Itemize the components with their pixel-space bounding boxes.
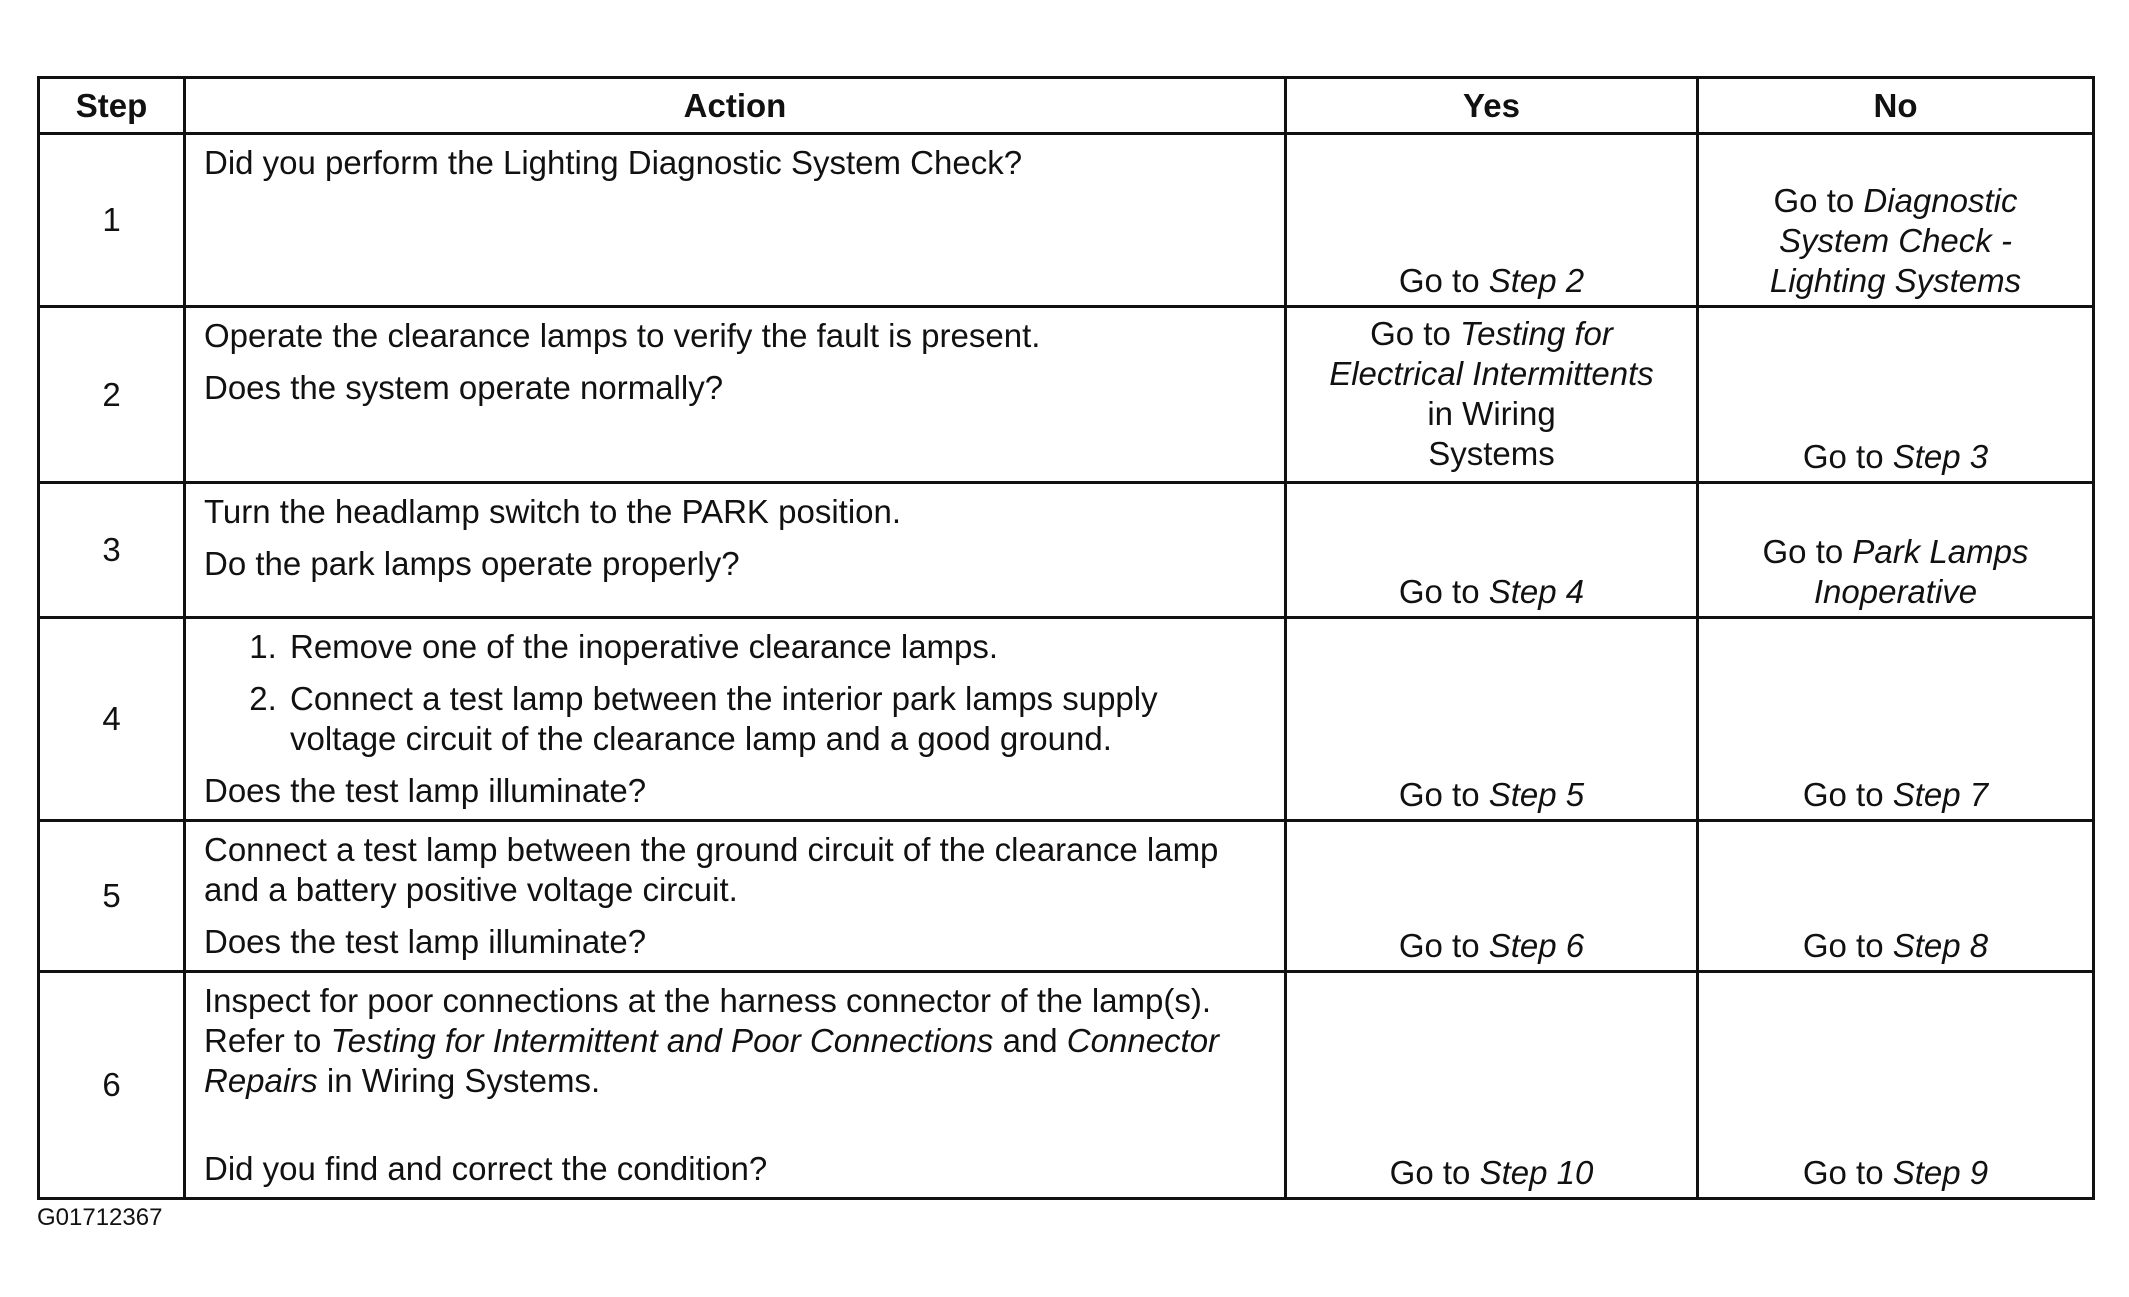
goto-prefix: Go to bbox=[1398, 573, 1480, 610]
goto-prefix: Go to bbox=[1802, 776, 1884, 813]
action-cell bbox=[185, 307, 1286, 483]
step-number: 6 bbox=[39, 972, 185, 1199]
goto-link-step-7[interactable]: Step 7 bbox=[1892, 776, 1989, 813]
action-text: and bbox=[1002, 1022, 1058, 1059]
step-number: 4 bbox=[39, 618, 185, 821]
action-cell bbox=[185, 618, 1286, 821]
no-cell bbox=[1698, 618, 2094, 821]
action-instruction bbox=[204, 981, 1266, 1101]
list-item: 1. Remove one of the inoperative clearance lamps. bbox=[286, 627, 1266, 667]
action-question: Does the system operate normally? bbox=[204, 369, 724, 406]
yes-cell bbox=[1286, 972, 1698, 1199]
header-step: Step bbox=[39, 78, 185, 134]
goto-link-diagnostic-system-check-l3[interactable]: Lighting Systems bbox=[1769, 262, 2022, 299]
table-row bbox=[39, 134, 2094, 307]
action-cell bbox=[185, 972, 1286, 1199]
no-cell bbox=[1698, 972, 2094, 1199]
goto-link-step-5[interactable]: Step 5 bbox=[1488, 776, 1585, 813]
yes-cell bbox=[1286, 307, 1698, 483]
action-question: Did you perform the Lighting Diagnostic System Check? bbox=[204, 144, 1023, 181]
action-question: Did you find and correct the condition? bbox=[204, 1150, 768, 1187]
table-row bbox=[39, 821, 2094, 972]
no-cell bbox=[1698, 134, 2094, 307]
yes-cell bbox=[1286, 483, 1698, 618]
header-no: No bbox=[1698, 78, 2094, 134]
action-steps-list bbox=[204, 627, 1266, 759]
goto-link-step-2[interactable]: Step 2 bbox=[1488, 262, 1585, 299]
action-question: Do the park lamps operate properly? bbox=[204, 545, 740, 582]
yes-cell bbox=[1286, 134, 1698, 307]
goto-prefix: Go to bbox=[1762, 533, 1844, 570]
header-row bbox=[39, 78, 2094, 134]
goto-prefix: Go to bbox=[1398, 776, 1480, 813]
header-action: Action bbox=[185, 78, 1286, 134]
table-row bbox=[39, 483, 2094, 618]
yes-cell bbox=[1286, 618, 1698, 821]
goto-link-step-6[interactable]: Step 6 bbox=[1488, 927, 1585, 964]
goto-prefix: Go to bbox=[1802, 1154, 1884, 1191]
no-cell bbox=[1698, 483, 2094, 618]
goto-link-park-lamps-inoperative-l2[interactable]: Inoperative bbox=[1813, 573, 1978, 610]
step-number: 1 bbox=[39, 134, 185, 307]
goto-link-diagnostic-system-check[interactable]: Diagnostic bbox=[1863, 182, 2018, 219]
action-cell bbox=[185, 134, 1286, 307]
list-item: 2. Connect a test lamp between the interior park lamps supply voltage circuit of the clearance lamp and a good ground. bbox=[286, 679, 1266, 759]
diagnostic-table bbox=[37, 76, 2095, 1200]
action-instruction: Turn the headlamp switch to the PARK position. bbox=[204, 493, 902, 530]
goto-prefix: Go to bbox=[1802, 927, 1884, 964]
table-row bbox=[39, 307, 2094, 483]
goto-prefix: Go to bbox=[1398, 927, 1480, 964]
table-row bbox=[39, 972, 2094, 1199]
goto-link-step-9[interactable]: Step 9 bbox=[1892, 1154, 1989, 1191]
goto-link-step-8[interactable]: Step 8 bbox=[1892, 927, 1989, 964]
table-row bbox=[39, 618, 2094, 821]
goto-prefix: Go to bbox=[1773, 182, 1855, 219]
goto-link-step-4[interactable]: Step 4 bbox=[1488, 573, 1585, 610]
no-cell bbox=[1698, 307, 2094, 483]
action-cell bbox=[185, 483, 1286, 618]
step-number: 3 bbox=[39, 483, 185, 618]
step-number: 5 bbox=[39, 821, 185, 972]
figure-id: G01712367 bbox=[37, 1204, 163, 1231]
action-text: in Wiring Systems. bbox=[326, 1062, 601, 1099]
goto-suffix: Systems bbox=[1428, 435, 1555, 472]
header-yes: Yes bbox=[1286, 78, 1698, 134]
goto-prefix: Go to bbox=[1398, 262, 1480, 299]
goto-link-park-lamps-inoperative[interactable]: Park Lamps bbox=[1852, 533, 2029, 570]
no-cell bbox=[1698, 821, 2094, 972]
step-number: 2 bbox=[39, 307, 185, 483]
action-instruction: Operate the clearance lamps to verify the fault is present. bbox=[204, 317, 1041, 354]
action-cell bbox=[185, 821, 1286, 972]
goto-link-testing-intermittents[interactable]: Testing for bbox=[1460, 315, 1613, 352]
goto-prefix: Go to bbox=[1370, 315, 1451, 352]
goto-prefix: Go to bbox=[1802, 438, 1884, 475]
reference-link-testing-intermittent[interactable]: Testing for Intermittent and Poor Connections bbox=[330, 1022, 994, 1059]
goto-link-diagnostic-system-check-l2[interactable]: System Check - bbox=[1779, 222, 2012, 259]
goto-suffix: in Wiring bbox=[1427, 395, 1556, 432]
action-text: Inspect for poor connections at the harness connector of the lamp(s). Refer to bbox=[204, 982, 1212, 1059]
goto-link-testing-intermittents-l2[interactable]: Electrical Intermittents bbox=[1329, 355, 1654, 392]
yes-cell bbox=[1286, 821, 1698, 972]
action-question: Does the test lamp illuminate? bbox=[204, 923, 647, 960]
reference-link-connector-repairs[interactable]: Connector Repairs bbox=[204, 1022, 1220, 1099]
goto-link-step-10[interactable]: Step 10 bbox=[1479, 1154, 1594, 1191]
action-question: Does the test lamp illuminate? bbox=[204, 772, 647, 809]
goto-link-step-3[interactable]: Step 3 bbox=[1892, 438, 1989, 475]
action-instruction: Connect a test lamp between the ground circuit of the clearance lamp and a battery positive voltage circuit. bbox=[204, 831, 1219, 908]
goto-prefix: Go to bbox=[1389, 1154, 1471, 1191]
